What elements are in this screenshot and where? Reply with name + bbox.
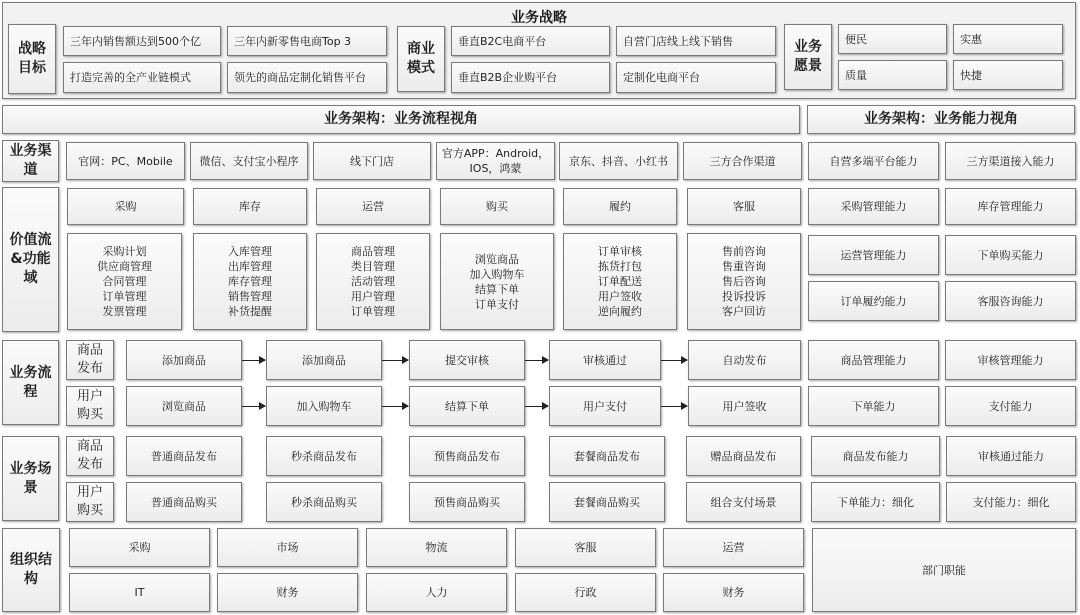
strategy-goal-4: 领先的商品定制化销售平台 (227, 62, 387, 93)
strategy-vision-1: 便民 (838, 24, 947, 54)
value-stage-buy: 购买 (440, 188, 554, 225)
scene-2-3: 预售商品购买 (409, 482, 525, 522)
strategy-title: 业务战略 (511, 10, 567, 26)
process-arrow-1-4 (661, 360, 687, 361)
channel-1: 官网：PC、Mobile (66, 142, 185, 180)
scene-2-2: 秒杀商品购买 (266, 482, 382, 522)
value-stage-fulfillment: 履约 (563, 188, 677, 225)
scene-capability-1-1: 商品发布能力 (811, 436, 940, 476)
strategy-vision-label: 业务 愿景 (784, 24, 832, 90)
process-arrow-1-3 (525, 360, 548, 361)
scene-row-2-label: 用户 购买 (66, 482, 114, 522)
strategy-goal-2: 三年内新零售电商Top 3 (227, 26, 387, 56)
dept-operation: 运营 (663, 528, 804, 567)
value-capability-1: 采购管理能力 (808, 188, 939, 225)
value-functions-inventory: 入库管理 出库管理 库存管理 销售管理 补货提醒 (193, 233, 307, 330)
process-capability-2-1: 下单能力 (808, 386, 939, 426)
scene-1-5: 赠品商品发布 (686, 436, 801, 476)
value-functions-operation: 商品管理 类目管理 活动管理 用户管理 订单管理 (316, 233, 430, 330)
value-functions-purchase: 采购计划 供应商管理 合同管理 订单管理 发票管理 (67, 233, 182, 330)
value-stage-purchase: 采购 (67, 188, 184, 225)
process-arrow-2-1 (242, 406, 265, 407)
channel-5: 京东、抖音、小红书 (559, 142, 678, 180)
process-step-1-1: 添加商品 (126, 340, 242, 380)
value-functions-service: 售前咨询 售重咨询 售后咨询 投诉投诉 客户回访 (687, 233, 801, 330)
strategy-model-1: 垂直B2C电商平台 (451, 26, 610, 56)
scene-1-3: 预售商品发布 (409, 436, 525, 476)
process-row-1-label: 商品 发布 (66, 340, 114, 380)
channel-3: 线下门店 (313, 142, 431, 180)
strategy-model-label: 商业 模式 (397, 26, 445, 92)
value-stage-inventory: 库存 (193, 188, 307, 225)
scene-row-1-label: 商品 发布 (66, 436, 114, 476)
process-arrow-2-4 (661, 406, 687, 407)
process-arrow-2-3 (525, 406, 548, 407)
scene-2-4: 套餐商品购买 (549, 482, 665, 522)
value-capability-5: 订单履约能力 (808, 281, 939, 321)
channel-2: 微信、支付宝小程序 (190, 142, 308, 180)
channel-capability-1: 自营多端平台能力 (808, 142, 939, 180)
value-capability-3: 运营管理能力 (808, 235, 939, 275)
scene-capability-1-2: 审核通过能力 (946, 436, 1076, 476)
channel-capability-2: 三方渠道接入能力 (945, 142, 1076, 180)
process-row-2-label: 用户 购买 (66, 386, 114, 426)
process-arrow-1-2 (382, 360, 408, 361)
dept-it: IT (69, 573, 210, 612)
strategy-model-3: 垂直B2B企业购平台 (451, 62, 610, 93)
dept-hr: 人力 (366, 573, 507, 612)
value-capability-4: 下单购买能力 (945, 235, 1076, 275)
strategy-model-4: 定制化电商平台 (616, 62, 776, 93)
value-capability-2: 库存管理能力 (945, 188, 1076, 225)
scene-capability-2-2: 支付能力：细化 (946, 482, 1076, 522)
process-step-2-2: 加入购物车 (266, 386, 382, 426)
strategy-vision-2: 实惠 (953, 24, 1063, 54)
process-arrow-1-1 (242, 360, 265, 361)
channel-6: 三方合作渠道 (683, 142, 802, 180)
value-functions-buy: 浏览商品 加入购物车 结算下单 订单支付 (440, 233, 554, 330)
scene-2-5: 组合支付场景 (686, 482, 801, 522)
department-function: 部门职能 (812, 528, 1076, 612)
process-arrow-2-2 (382, 406, 408, 407)
channel-4: 官方APP：Android， IOS，鸿蒙 (436, 142, 555, 180)
scene-1-4: 套餐商品发布 (549, 436, 665, 476)
process-step-1-4: 审核通过 (549, 340, 661, 380)
strategy-model-2: 自营门店线上线下销售 (616, 26, 776, 56)
scene-1-2: 秒杀商品发布 (266, 436, 382, 476)
process-step-2-3: 结算下单 (409, 386, 525, 426)
value-stage-service: 客服 (687, 188, 801, 225)
dept-finance-2: 财务 (663, 573, 804, 612)
dept-logistics: 物流 (366, 528, 507, 567)
dept-marketing: 市场 (217, 528, 358, 567)
process-step-2-5: 用户签收 (688, 386, 801, 426)
strategy-goal-label: 战略 目标 (8, 24, 56, 94)
scene-1-1: 普通商品发布 (126, 436, 242, 476)
process-capability-1-1: 商品管理能力 (808, 340, 939, 380)
process-step-1-3: 提交审核 (409, 340, 525, 380)
scene-2-1: 普通商品购买 (126, 482, 242, 522)
scene-capability-2-1: 下单能力：细化 (811, 482, 940, 522)
dept-procurement: 采购 (69, 528, 210, 567)
value-stage-operation: 运营 (316, 188, 430, 225)
capability-view-header: 业务架构：业务能力视角 (807, 105, 1075, 134)
process-step-1-2: 添加商品 (266, 340, 382, 380)
process-step-1-5: 自动发布 (688, 340, 801, 380)
strategy-vision-3: 质量 (838, 60, 947, 90)
value-stream-label: 价值流 &功能 域 (2, 187, 59, 332)
dept-admin: 行政 (515, 573, 656, 612)
process-capability-1-2: 审核管理能力 (945, 340, 1076, 380)
process-step-2-4: 用户支付 (549, 386, 661, 426)
process-view-header: 业务架构：业务流程视角 (2, 105, 800, 134)
dept-customer-service: 客服 (515, 528, 656, 567)
process-capability-2-2: 支付能力 (945, 386, 1076, 426)
dept-finance: 财务 (217, 573, 358, 612)
business-process-label: 业务流 程 (2, 340, 59, 425)
value-capability-6: 客服咨询能力 (945, 281, 1076, 321)
process-step-2-1: 浏览商品 (126, 386, 242, 426)
channels-label: 业务渠 道 (2, 140, 59, 182)
business-scene-label: 业务场 景 (2, 436, 59, 521)
strategy-goal-3: 打造完善的全产业链模式 (63, 62, 221, 93)
value-functions-fulfillment: 订单审核 拣货打包 订单配送 用户签收 逆向履约 (563, 233, 677, 330)
organization-label: 组织结 构 (2, 528, 60, 612)
strategy-goal-1: 三年内销售额达到500个亿 (63, 26, 221, 56)
strategy-vision-4: 快捷 (953, 60, 1063, 90)
